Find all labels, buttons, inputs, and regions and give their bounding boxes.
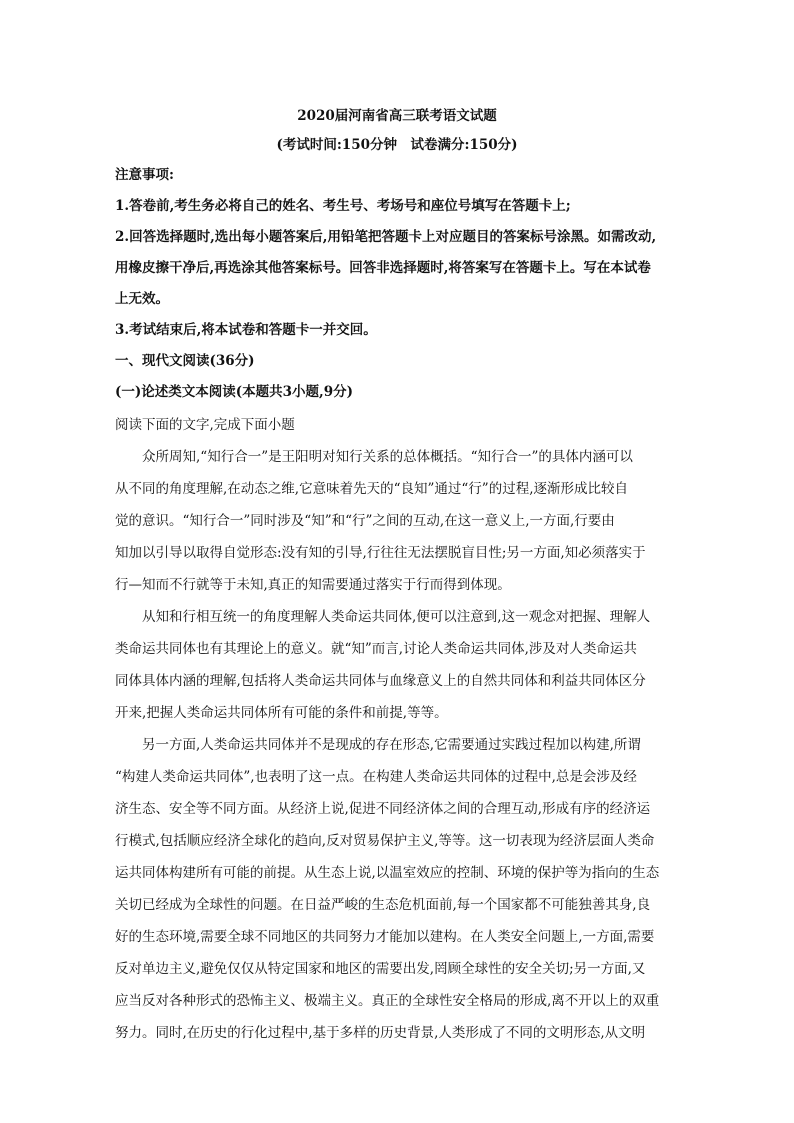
document-title: 2020届河南省高三联考语文试题 [297, 108, 497, 124]
passage-line: 运共同体构建所有可能的前提。从生态上说,以温室效应的控制、环境的保护等为指向的生态 [115, 865, 660, 881]
passage-line: 好的生态环境,需要全球不同地区的共同努力才能加以建构。在人类安全问题上,一方面,需要 [115, 929, 655, 945]
document-subtitle: (考试时间:150分钟 试卷满分:150分) [276, 137, 518, 153]
passage-line: 另一方面,人类命运共同体并不是现成的存在形态,它需要通过实践过程加以构建,所谓 [142, 737, 641, 753]
notes-item: 1.答卷前,考生务必将自己的姓名、考生号、考场号和座位号填写在答题卡上; [115, 198, 571, 214]
passage-line: 众所周知,“知行合一”是王阳明对知行关系的总体概括。“知行合一”的具体内涵可以 [142, 449, 633, 465]
passage-line: 反对单边主义,避免仅仅从特定国家和地区的需要出发,罔顾全球性的安全关切;另一方面,又 [115, 961, 646, 977]
reading-passage [115, 415, 687, 1055]
notes-item: 2.回答选择题时,选出每小题答案后,用铅笔把答题卡上对应题目的答案标号涂黑。如需改动, [115, 229, 657, 245]
notes-item: 上无效。 [115, 291, 169, 307]
passage-line: 努力。同时,在历史的行化过程中,基于多样的历史背景,人类形成了不同的文明形态,从文明 [115, 1025, 646, 1041]
passage-line: 开来,把握人类命运共同体所有可能的条件和前提,等等。 [115, 705, 448, 721]
passage-line: 济生态、安全等不同方面。从经济上说,促进不同经济体之间的合理互动,形成有序的经济运 [115, 801, 651, 817]
passage-line: 觉的意识。“知行合一”同时涉及“知”和“行”之间的互动,在这一意义上,一方面,行要由 [115, 513, 615, 529]
passage-line: “构建人类命运共同体”,也表明了这一点。在构建人类命运共同体的过程中,总是会涉及经 [115, 769, 637, 785]
passage-instruction: 阅读下面的文字,完成下面小题 [115, 417, 295, 433]
passage-line: 应当反对各种形式的恐怖主义、极端主义。真正的全球性安全格局的形成,离不开以上的双重 [115, 993, 660, 1009]
passage-line: 知加以引导以取得自觉形态:没有知的引导,行往往无法摆脱盲目性;另一方面,知必须落实于 [115, 545, 646, 561]
passage-line: 同体具体内涵的理解,包括将人类命运共同体与血缘意义上的自然共同体和利益共同体区分 [115, 673, 646, 689]
notes-item: 用橡皮擦干净后,再选涂其他答案标号。回答非选择题时,将答案写在答题卡上。写在本试卷 [115, 260, 651, 276]
notes-heading: 注意事项: [115, 167, 174, 183]
passage-line: 从不同的角度理解,在动态之维,它意味着先天的“良知”通过“行”的过程,逐渐形成比较自 [115, 481, 628, 497]
passage-line: 行—知而不行就等于未知,真正的知需要通过落实于行而得到体现。 [115, 577, 511, 593]
passage-line: 行模式,包括顺应经济全球化的趋向,反对贸易保护主义,等等。这一切表现为经济层面人类命 [115, 833, 655, 849]
section-heading: 一、现代文阅读(36分) [115, 353, 255, 369]
notes-item: 3.考试结束后,将本试卷和答题卡一并交回。 [115, 322, 377, 338]
passage-line: 从知和行相互统一的角度理解人类命运共同体,便可以注意到,这一观念对把握、理解人 [142, 609, 651, 625]
passage-line: 关切已经成为全球性的问题。在日益严峻的生态危机面前,每一个国家都不可能独善其身,良 [115, 897, 651, 913]
subsection-heading: (一)论述类文本阅读(本题共3小题,9分) [115, 384, 354, 400]
exam-notes [115, 165, 687, 413]
passage-line: 类命运共同体也有其理论上的意义。就“知”而言,讨论人类命运共同体,涉及对人类命运共 [115, 641, 637, 657]
